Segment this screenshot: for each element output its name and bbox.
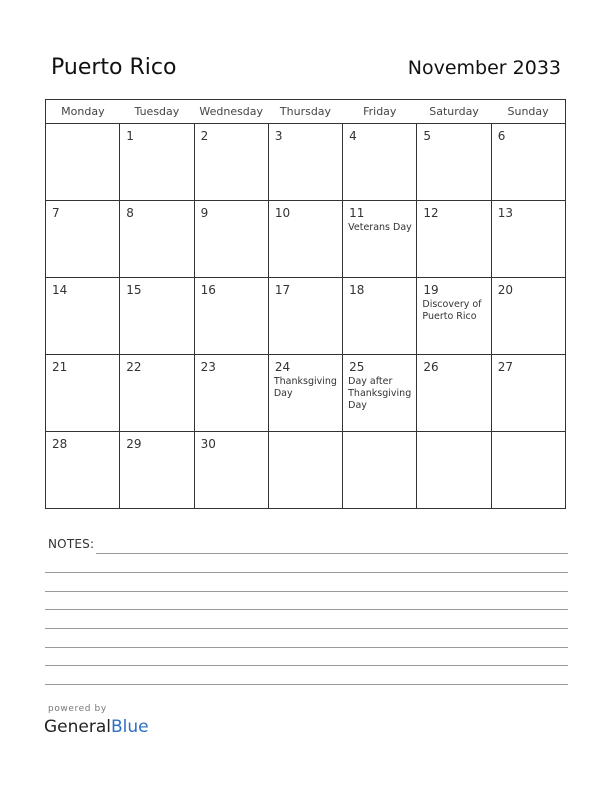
weekday-thursday: Thursday	[268, 100, 342, 124]
weekday-sunday: Sunday	[491, 100, 565, 124]
day-cell	[194, 432, 268, 509]
powered-by-label: powered by	[48, 704, 107, 714]
day-cell	[194, 201, 268, 278]
day-number: 14	[52, 283, 68, 297]
note-line	[45, 684, 568, 685]
day-cell	[491, 124, 565, 201]
day-cell	[343, 278, 417, 355]
day-cell	[46, 278, 120, 355]
day-number: 20	[497, 283, 513, 297]
country-title: Puerto Rico	[51, 55, 177, 80]
brand-general: General	[44, 717, 111, 737]
day-cell	[268, 278, 342, 355]
day-cell	[120, 201, 194, 278]
day-cell	[491, 201, 565, 278]
holiday-label: Veterans Day	[348, 222, 412, 233]
week-row	[46, 201, 566, 278]
day-number: 5	[423, 129, 432, 143]
brand-blue: Blue	[111, 717, 149, 737]
day-cell	[46, 355, 120, 432]
day-cell	[417, 355, 491, 432]
day-cell	[343, 432, 417, 509]
note-line	[45, 665, 568, 666]
day-cell	[46, 124, 120, 201]
note-line	[96, 553, 568, 554]
day-number: 15	[126, 283, 142, 297]
weekday-tuesday: Tuesday	[120, 100, 194, 124]
day-number: 10	[274, 206, 291, 220]
note-line	[45, 609, 568, 610]
day-number: 8	[126, 206, 134, 220]
day-cell	[268, 124, 342, 201]
day-number: 30	[200, 437, 216, 451]
day-cell	[120, 124, 194, 201]
notes-label: NOTES:	[48, 537, 95, 551]
day-number: 11	[349, 206, 365, 220]
weekday-header-row	[46, 100, 566, 124]
day-number: 19	[423, 283, 439, 297]
note-line	[45, 591, 568, 592]
day-cell	[343, 355, 417, 432]
day-cell	[491, 355, 565, 432]
day-number: 25	[349, 360, 365, 374]
day-cell	[120, 355, 194, 432]
day-number: 9	[200, 206, 209, 220]
day-number: 12	[423, 206, 439, 220]
day-number: 29	[126, 437, 142, 451]
note-line	[45, 572, 568, 573]
weekday-wednesday: Wednesday	[194, 100, 268, 124]
day-number: 6	[497, 129, 506, 143]
day-number: 21	[52, 360, 68, 374]
day-number: 26	[423, 360, 439, 374]
day-cell	[120, 432, 194, 509]
holiday-label: Day after Thanksgiving Day	[348, 376, 412, 411]
day-number: 24	[274, 360, 291, 374]
note-line	[45, 647, 568, 648]
week-row	[46, 278, 566, 355]
day-cell	[343, 124, 417, 201]
day-cell	[491, 432, 565, 509]
day-cell	[417, 278, 491, 355]
day-cell	[417, 124, 491, 201]
day-cell	[417, 201, 491, 278]
week-row	[46, 432, 566, 509]
holiday-label: Thanksgiving Day	[273, 376, 337, 399]
month-year-title: November 2033	[407, 57, 561, 79]
brand-logo	[44, 717, 149, 737]
day-number: 17	[274, 283, 291, 297]
day-number: 28	[52, 437, 68, 451]
day-cell	[194, 355, 268, 432]
day-cell	[268, 355, 342, 432]
week-row	[46, 355, 566, 432]
holiday-label: Discovery of Puerto Rico	[422, 299, 482, 322]
day-cell	[491, 278, 565, 355]
weekday-saturday: Saturday	[417, 100, 491, 124]
day-number: 27	[497, 360, 513, 374]
day-number: 7	[52, 206, 60, 220]
week-row	[46, 124, 566, 201]
day-number: 4	[349, 129, 357, 143]
weekday-friday: Friday	[343, 100, 417, 124]
day-cell	[194, 278, 268, 355]
day-cell	[417, 432, 491, 509]
day-cell	[343, 201, 417, 278]
day-cell	[120, 278, 194, 355]
day-number: 16	[200, 283, 216, 297]
day-cell	[46, 201, 120, 278]
day-number: 18	[349, 283, 365, 297]
day-cell	[46, 432, 120, 509]
day-number: 23	[200, 360, 216, 374]
day-number: 22	[126, 360, 142, 374]
day-cell	[268, 201, 342, 278]
weekday-monday: Monday	[46, 100, 120, 124]
day-number: 3	[274, 129, 283, 143]
note-line	[45, 628, 568, 629]
calendar-grid	[45, 99, 566, 509]
day-number: 1	[126, 129, 134, 143]
day-cell	[194, 124, 268, 201]
day-number: 13	[497, 206, 513, 220]
day-number: 2	[200, 129, 209, 143]
day-cell	[268, 432, 342, 509]
